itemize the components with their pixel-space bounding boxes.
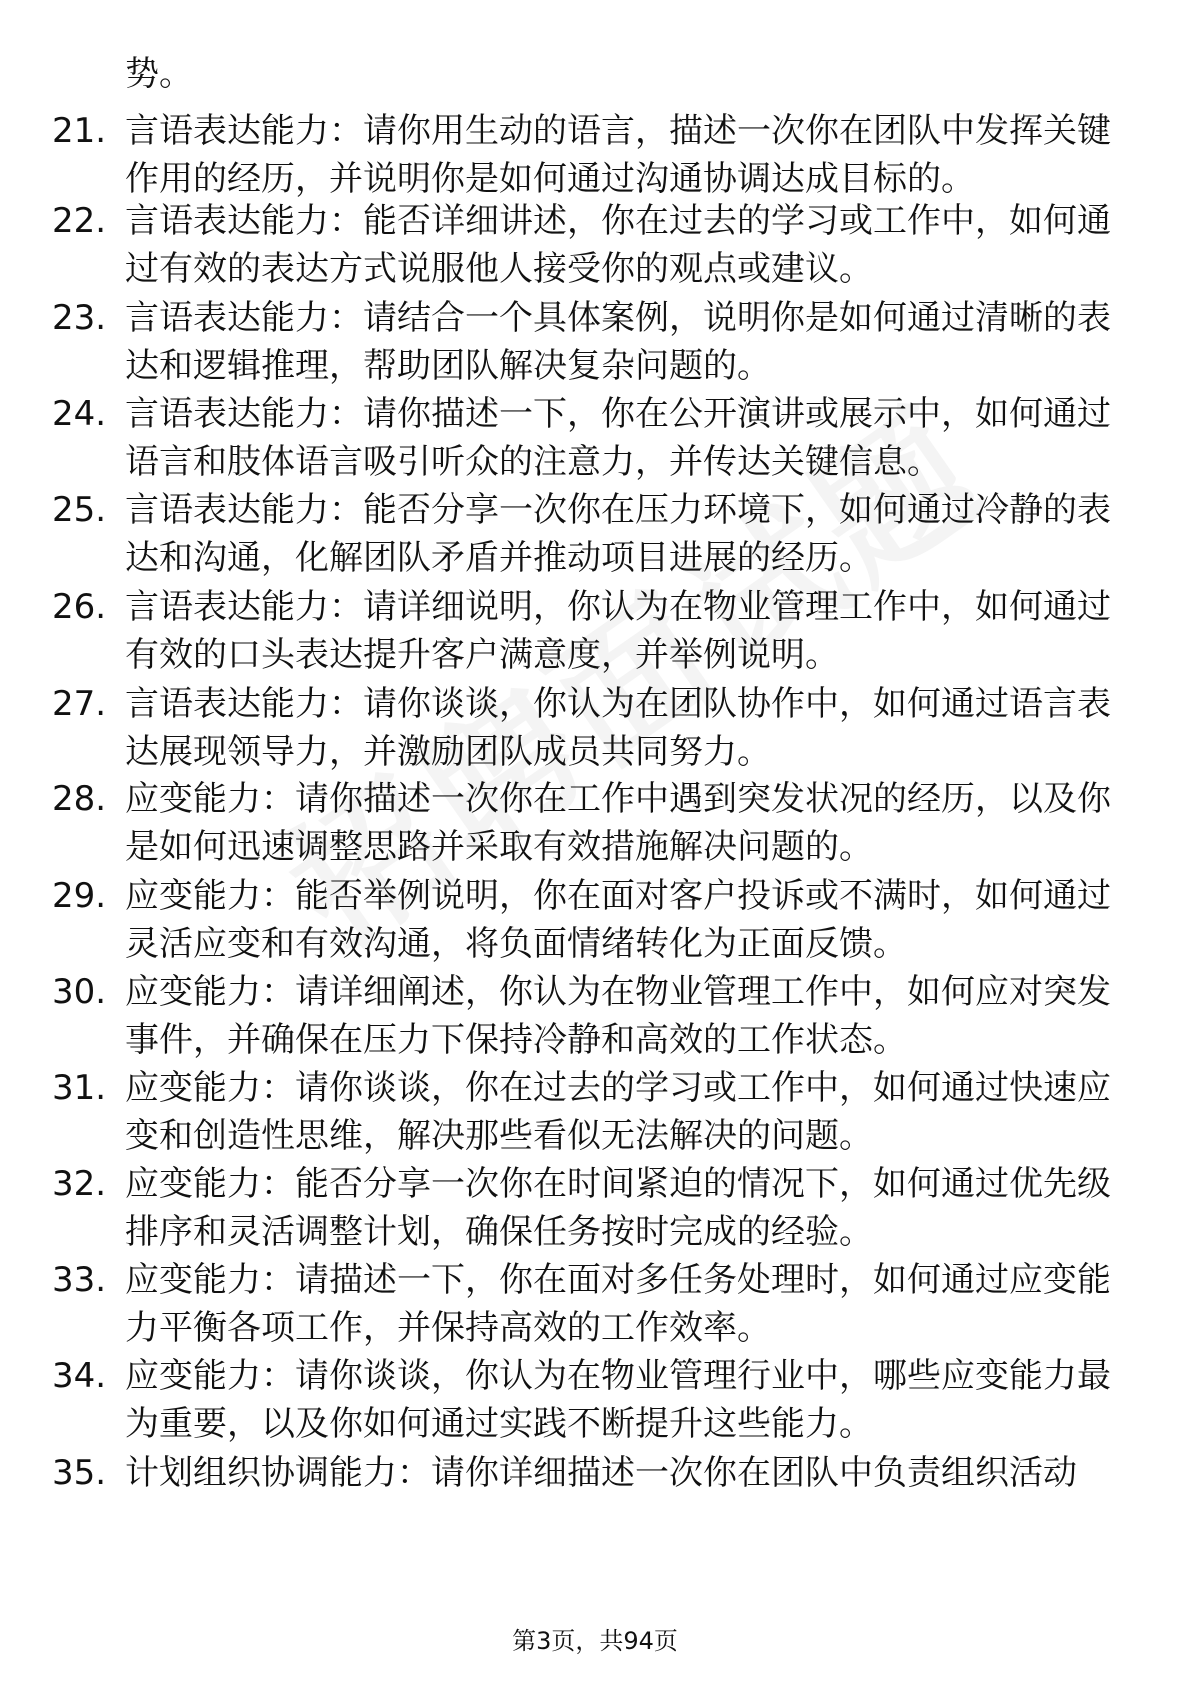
question-text: 言语表达能力：能否分享一次你在压力环境下，如何通过冷静的表达和沟通，化解团队矛盾并推动项目进展的经历。 — [125, 490, 1111, 578]
question-text: 应变能力：请详细阐述，你认为在物业管理工作中，如何应对突发事件，并确保在压力下保持冷静和高效的工作状态。 — [125, 972, 1111, 1060]
question-number: 28. — [52, 779, 107, 819]
question-number: 30. — [52, 972, 107, 1012]
question-item — [52, 1352, 1112, 1448]
question-number: 22. — [52, 201, 107, 241]
question-item — [52, 1256, 1112, 1352]
question-number: 34. — [52, 1356, 107, 1396]
question-number: 31. — [52, 1068, 107, 1108]
question-text: 应变能力：请你描述一次你在工作中遇到突发状况的经历，以及你是如何迅速调整思路并采取有效措施解决问题的。 — [125, 779, 1111, 867]
question-number: 33. — [52, 1260, 107, 1300]
question-text: 言语表达能力：能否详细讲述，你在过去的学习或工作中，如何通过有效的表达方式说服他人接受你的观点或建议。 — [125, 201, 1111, 289]
question-item — [52, 680, 1112, 776]
question-number: 32. — [52, 1164, 107, 1204]
question-text: 言语表达能力：请你用生动的语言，描述一次你在团队中发挥关键作用的经历，并说明你是如何通过沟通协调达成目标的。 — [125, 111, 1111, 199]
question-item — [52, 1064, 1112, 1160]
question-number: 29. — [52, 876, 107, 916]
question-item — [52, 197, 1112, 293]
question-text: 言语表达能力：请你描述一下，你在公开演讲或展示中，如何通过语言和肢体语言吸引听众的注意力，并传达关键信息。 — [125, 394, 1111, 482]
page-number: 第3页，共94页 — [512, 1627, 678, 1655]
question-item — [52, 486, 1112, 582]
question-text: 应变能力：能否举例说明，你在面对客户投诉或不满时，如何通过灵活应变和有效沟通，将负面情绪转化为正面反馈。 — [125, 876, 1111, 964]
question-text: 应变能力：能否分享一次你在时间紧迫的情况下，如何通过优先级排序和灵活调整计划，确保任务按时完成的经验。 — [125, 1164, 1111, 1252]
question-text: 言语表达能力：请详细说明，你认为在物业管理工作中，如何通过有效的口头表达提升客户满意度，并举例说明。 — [125, 587, 1111, 675]
question-item — [52, 968, 1112, 1064]
question-item — [52, 107, 1112, 203]
question-item — [52, 872, 1112, 968]
question-number: 35. — [52, 1453, 107, 1493]
question-text: 应变能力：请描述一下，你在面对多任务处理时，如何通过应变能力平衡各项工作，并保持高效的工作效率。 — [125, 1260, 1111, 1348]
question-item — [52, 1449, 1112, 1497]
question-text: 计划组织协调能力：请你详细描述一次你在团队中负责组织活动 — [125, 1453, 1077, 1493]
question-number: 27. — [52, 684, 107, 724]
page-footer — [0, 1625, 1190, 1657]
question-text: 应变能力：请你谈谈，你在过去的学习或工作中，如何通过快速应变和创造性思维，解决那些看似无法解决的问题。 — [125, 1068, 1111, 1156]
question-number: 26. — [52, 587, 107, 627]
question-number: 23. — [52, 298, 107, 338]
question-item — [52, 775, 1112, 871]
question-text: 言语表达能力：请你谈谈，你认为在团队协作中，如何通过语言表达展现领导力，并激励团队成员共同努力。 — [125, 684, 1111, 772]
question-item — [52, 1160, 1112, 1256]
question-item — [52, 294, 1112, 390]
question-number: 25. — [52, 490, 107, 530]
question-item — [52, 390, 1112, 486]
question-text: 应变能力：请你谈谈，你认为在物业管理行业中，哪些应变能力最为重要，以及你如何通过实践不断提升这些能力。 — [125, 1356, 1111, 1444]
question-text: 言语表达能力：请结合一个具体案例，说明你是如何通过清晰的表达和逻辑推理，帮助团队解决复杂问题的。 — [125, 298, 1111, 386]
question-number: 21. — [52, 111, 107, 151]
question-item — [52, 583, 1112, 679]
question-number: 24. — [52, 394, 107, 434]
continuation-text: 势。 — [125, 54, 193, 94]
